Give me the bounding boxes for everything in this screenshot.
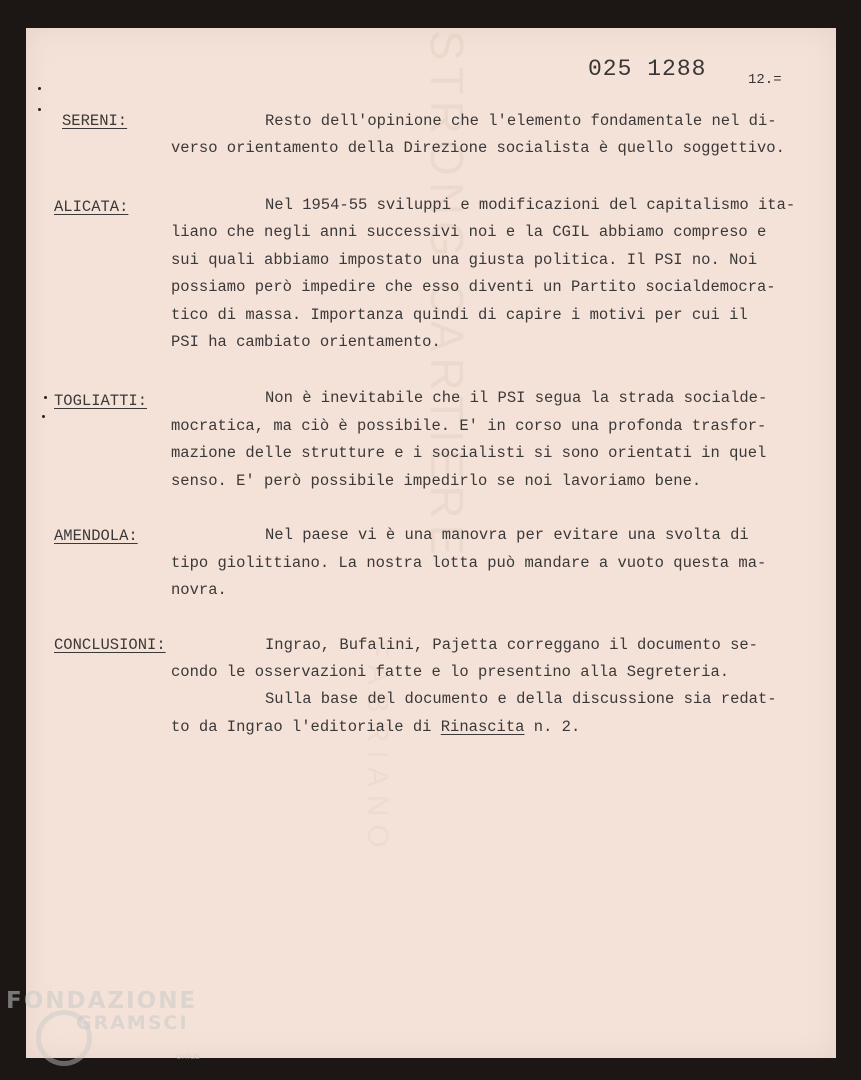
text-line-with-title — [171, 718, 580, 736]
logo-line-3: onlus — [176, 1052, 201, 1062]
text-line: Nel paese vi è una manovra per evitare una svolta di — [265, 526, 749, 544]
publication-title: Rinascita — [440, 718, 525, 736]
text-line: liano che negli anni successivi noi e la CGIL abbiamo compreso e — [171, 223, 767, 241]
speaker-label: TOGLIATTI: — [54, 392, 148, 410]
margin-mark — [38, 87, 41, 90]
paper-watermark-secondary: FABRIANO — [361, 640, 394, 856]
page-number: 12.= — [748, 72, 782, 88]
line-suffix: n. 2. — [524, 718, 581, 736]
text-line: Sulla base del documento e della discussione sia redat- — [265, 690, 777, 708]
speaker-label: ALICATA: — [54, 198, 129, 216]
text-line: PSI ha cambiato orientamento. — [171, 333, 441, 351]
paper-watermark: STRONG CARTIERE — [421, 30, 473, 562]
text-line: Non è inevitabile che il PSI segua la strada socialde- — [265, 389, 768, 407]
text-line: verso orientamento della Direzione socialista è quello soggettivo. — [171, 139, 785, 157]
speaker-label: AMENDOLA: — [54, 527, 138, 545]
foundation-logo — [6, 988, 197, 1034]
text-line: Nel 1954-55 sviluppi e modificazioni del capitalismo ita- — [265, 196, 796, 214]
text-line: senso. E' però possibile impedirlo se noi lavoriamo bene. — [171, 472, 702, 490]
margin-mark — [44, 396, 47, 399]
text-line: Resto dell'opinione che l'elemento fondamentale nel di- — [265, 112, 777, 130]
logo-line-2: GRAMSCI — [76, 1012, 189, 1034]
speaker-label: SERENI: — [62, 112, 128, 130]
text-line: novra. — [171, 581, 227, 599]
line-prefix: to da Ingrao l'editoriale di — [171, 718, 441, 736]
margin-mark — [42, 415, 45, 418]
text-line: mazione delle strutture e i socialisti si sono orientati in quel — [171, 444, 767, 462]
text-line: mocratica, ma ciò è possibile. E' in corso una profonda trasfor- — [171, 417, 767, 435]
speaker-label: CONCLUSIONI: — [54, 636, 166, 654]
text-line: condo le osservazioni fatte e lo presentino alla Segreteria. — [171, 663, 730, 681]
archive-number: 025 1288 — [588, 56, 707, 82]
text-line: possiamo però impedire che esso diventi un Partito socialdemocra- — [171, 278, 776, 296]
logo-line-1: FONDAZIONE — [6, 988, 198, 1014]
text-line: sui quali abbiamo impostato una giusta politica. Il PSI no. Noi — [171, 251, 757, 269]
margin-mark — [38, 108, 41, 111]
text-line: tico di massa. Importanza quindi di capire i motivi per cui il — [171, 306, 748, 324]
text-line: Ingrao, Bufalini, Pajetta correggano il documento se- — [265, 636, 758, 654]
text-line: tipo giolittiano. La nostra lotta può mandare a vuoto questa ma- — [171, 554, 767, 572]
